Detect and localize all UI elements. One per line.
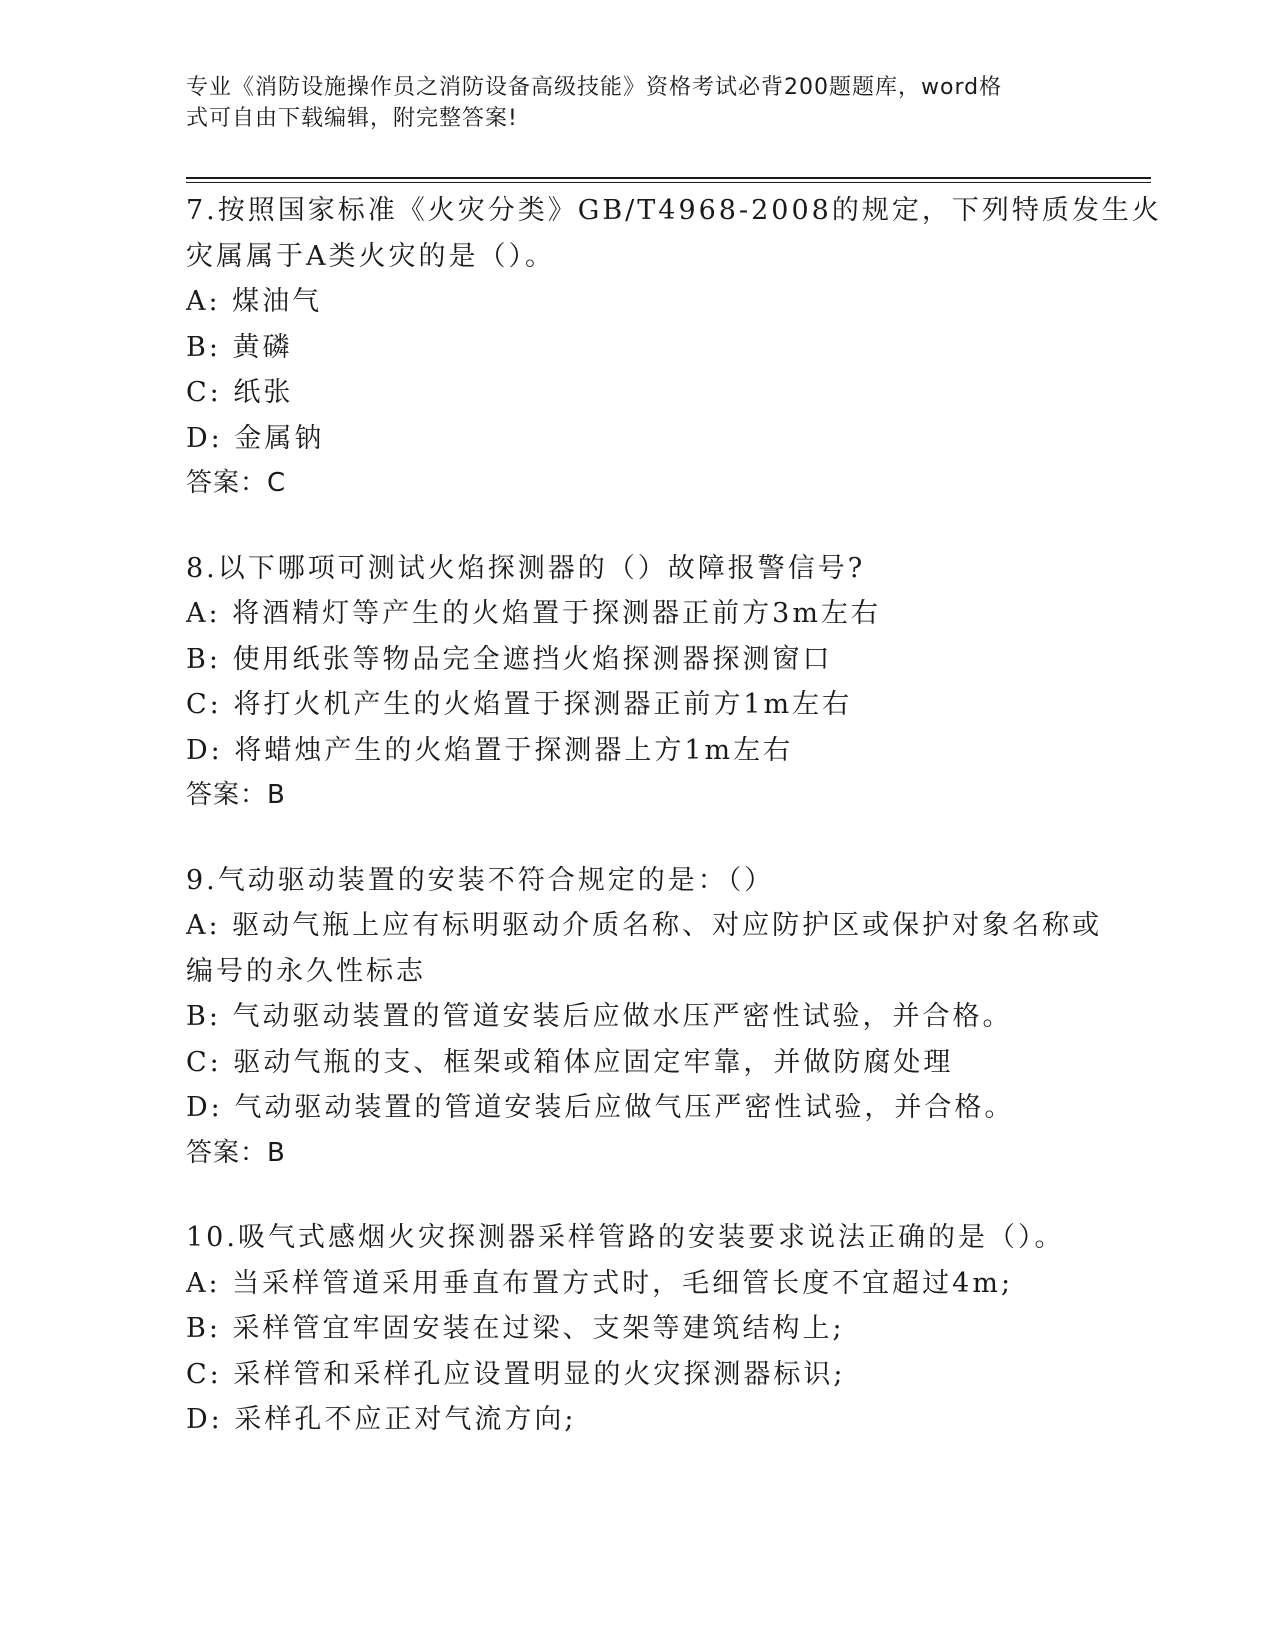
question-stem-continued: 灾属属于A类火灾的是（）。 xyxy=(186,240,555,272)
header-divider-thin xyxy=(186,182,1151,183)
question-stem: 8.以下哪项可测试火焰探测器的（）故障报警信号? xyxy=(186,552,866,584)
option-a: A: 煤油气 xyxy=(186,286,323,317)
option-d: D: 金属钠 xyxy=(186,422,325,454)
option-d: D: 采样孔不应正对气流方向; xyxy=(186,1404,577,1435)
option-a: A: 驱动气瓶上应有标明驱动介质名称、对应防护区或保护对象名称或 xyxy=(186,910,1103,941)
question-9 xyxy=(186,858,1103,1177)
option-c: C: 将打火机产生的火焰置于探测器正前方1m左右 xyxy=(186,689,853,720)
question-7 xyxy=(186,188,1162,507)
option-d: D: 气动驱动装置的管道安装后应做气压严密性试验，并合格。 xyxy=(186,1092,1015,1123)
answer-line: 答案：C xyxy=(186,468,287,498)
option-a: A: 将酒精灯等产生的火焰置于探测器正前方3m左右 xyxy=(186,598,881,629)
option-b: B: 采样管宜牢固安装在过梁、支架等建筑结构上; xyxy=(186,1313,845,1344)
option-d: D: 将蜡烛产生的火焰置于探测器上方1m左右 xyxy=(186,734,794,766)
question-stem: 10.吸气式感烟火灾探测器采样管路的安装要求说法正确的是（）。 xyxy=(186,1222,1065,1253)
option-c: C: 驱动气瓶的支、框架或箱体应固定牢靠，并做防腐处理 xyxy=(186,1046,954,1078)
header-line-2: 式可自由下载编辑，附完整答案! xyxy=(186,106,518,131)
option-b: B: 气动驱动装置的管道安装后应做水压严密性试验，并合格。 xyxy=(186,1001,1013,1032)
header-divider-thick xyxy=(186,177,1151,179)
option-b: B: 黄磷 xyxy=(186,331,293,363)
document-header xyxy=(186,72,1086,134)
question-stem: 7.按照国家标准《火灾分类》GB/T4968-2008的规定，下列特质发生火 xyxy=(186,195,1162,226)
option-a-continued: 编号的永久性标志 xyxy=(186,955,426,987)
option-c: C: 纸张 xyxy=(186,377,294,408)
question-8 xyxy=(186,546,1086,819)
option-b: B: 使用纸张等物品完全遮挡火焰探测器探测窗口 xyxy=(186,643,833,675)
answer-line: 答案：B xyxy=(186,1137,286,1168)
question-list xyxy=(186,188,1162,1482)
option-a: A: 当采样管道采用垂直布置方式时，毛细管长度不宜超过4m; xyxy=(186,1267,1014,1299)
question-10 xyxy=(186,1215,1086,1443)
answer-line: 答案：B xyxy=(186,780,286,810)
option-c: C: 采样管和采样孔应设置明显的火灾探测器标识; xyxy=(186,1358,846,1390)
question-stem: 9.气动驱动装置的安装不符合规定的是：（） xyxy=(186,864,775,896)
header-line-1: 专业《消防设施操作员之消防设备高级技能》资格考试必背200题题库，word格 xyxy=(186,75,1003,100)
